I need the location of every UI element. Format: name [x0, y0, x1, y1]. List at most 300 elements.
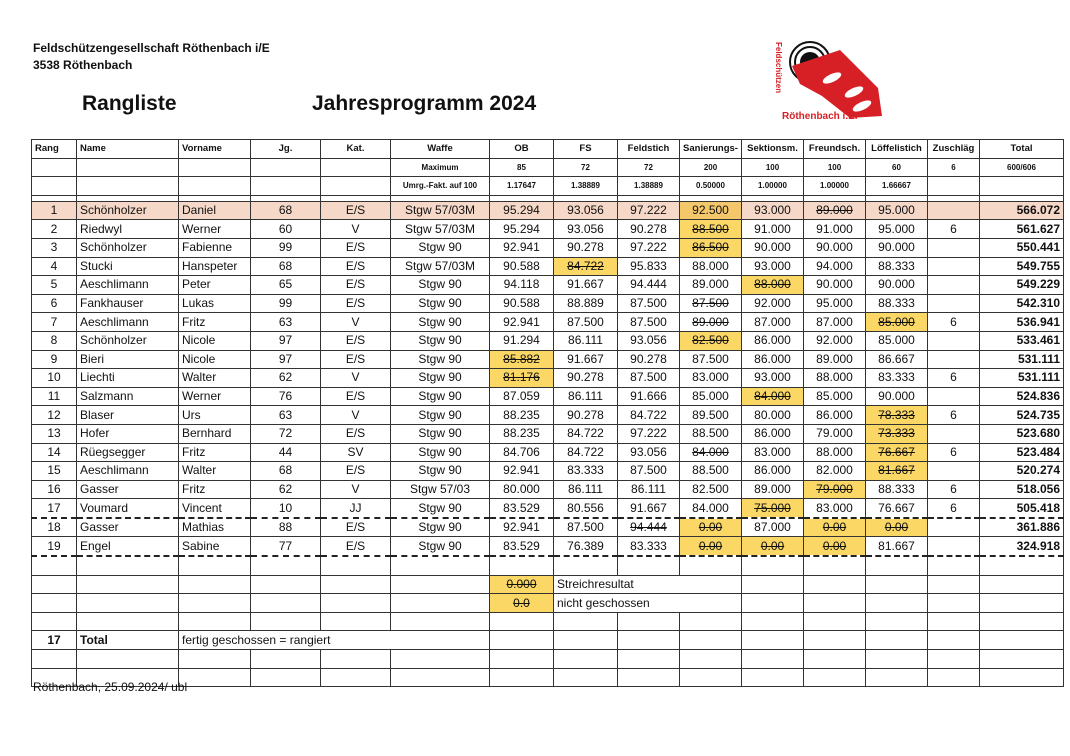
- empty-cell: [179, 594, 251, 613]
- score-cell: 92.941: [490, 238, 554, 257]
- total-cell: 550.441: [980, 238, 1064, 257]
- table-row: [32, 313, 1064, 332]
- empty-cell: [251, 575, 321, 594]
- empty-cell: [554, 650, 618, 669]
- zuschlag-cell: 6: [928, 499, 980, 518]
- maximum-value: 200: [680, 158, 742, 177]
- empty-cell: [32, 556, 77, 575]
- maximum-value: 6: [928, 158, 980, 177]
- rank-cell: 6: [32, 294, 77, 313]
- empty-cell: [928, 177, 980, 196]
- empty-cell: [980, 556, 1064, 575]
- score-cell: 79.000: [804, 424, 866, 443]
- score-cell: 91.666: [618, 387, 680, 406]
- empty-cell: [251, 668, 321, 687]
- empty-cell: [804, 556, 866, 575]
- empty-cell: [77, 177, 179, 196]
- maximum-value: 85: [490, 158, 554, 177]
- score-cell: 93.000: [742, 201, 804, 220]
- empty-cell: [251, 650, 321, 669]
- name-cell: Fankhauser: [77, 294, 179, 313]
- column-header: Rang: [32, 140, 77, 159]
- empty-cell: [321, 556, 391, 575]
- category-cell: SV: [321, 443, 391, 462]
- empty-cell: [742, 594, 804, 613]
- table-row: [32, 537, 1064, 556]
- column-header: OB: [490, 140, 554, 159]
- score-cell: 80.000: [490, 480, 554, 499]
- score-cell: 89.000: [742, 480, 804, 499]
- score-cell: 83.333: [618, 537, 680, 556]
- table-row: [32, 612, 1064, 631]
- score-cell: 86.667: [866, 350, 928, 369]
- score-cell: 86.500: [680, 238, 742, 257]
- category-cell: E/S: [321, 331, 391, 350]
- score-cell: 88.889: [554, 294, 618, 313]
- weapon-cell: Stgw 90: [391, 443, 490, 462]
- column-header: Löffelistich: [866, 140, 928, 159]
- year-cell: 88: [251, 518, 321, 537]
- column-header: Sektionsm.: [742, 140, 804, 159]
- empty-cell: [179, 650, 251, 669]
- empty-cell: [866, 556, 928, 575]
- score-cell: 78.333: [866, 406, 928, 425]
- factor-value: 1.38889: [554, 177, 618, 196]
- vorname-cell: Hanspeter: [179, 257, 251, 276]
- empty-cell: [980, 575, 1064, 594]
- weapon-cell: Stgw 90: [391, 537, 490, 556]
- maximum-label: Maximum: [391, 158, 490, 177]
- empty-cell: [928, 612, 980, 631]
- category-cell: V: [321, 406, 391, 425]
- score-cell: 84.722: [554, 257, 618, 276]
- total-cell: 518.056: [980, 480, 1064, 499]
- table-row: [32, 257, 1064, 276]
- score-cell: 93.056: [618, 443, 680, 462]
- empty-cell: [866, 594, 928, 613]
- score-cell: 88.000: [804, 369, 866, 388]
- score-cell: 83.000: [742, 443, 804, 462]
- table-row: [32, 575, 1064, 594]
- table-row: [32, 369, 1064, 388]
- table-row: [32, 158, 1064, 177]
- score-cell: 85.000: [680, 387, 742, 406]
- score-cell: 92.941: [490, 462, 554, 481]
- empty-cell: [391, 668, 490, 687]
- empty-cell: [251, 594, 321, 613]
- score-cell: 90.588: [490, 257, 554, 276]
- rank-cell: 12: [32, 406, 77, 425]
- score-cell: 87.000: [742, 518, 804, 537]
- score-cell: 88.500: [680, 462, 742, 481]
- rank-cell: 2: [32, 220, 77, 239]
- title-rangliste: Rangliste: [82, 92, 177, 115]
- zuschlag-cell: [928, 537, 980, 556]
- score-cell: 89.000: [804, 350, 866, 369]
- name-cell: Blaser: [77, 406, 179, 425]
- empty-cell: [251, 177, 321, 196]
- weapon-cell: Stgw 57/03M: [391, 257, 490, 276]
- empty-cell: [928, 650, 980, 669]
- empty-cell: [251, 158, 321, 177]
- score-cell: 91.000: [804, 220, 866, 239]
- summary-label: Total: [77, 631, 179, 650]
- zuschlag-cell: 6: [928, 313, 980, 332]
- score-cell: 88.235: [490, 406, 554, 425]
- empty-cell: [928, 575, 980, 594]
- empty-cell: [866, 612, 928, 631]
- column-header: Zuschläg: [928, 140, 980, 159]
- total-cell: 561.627: [980, 220, 1064, 239]
- column-header: Freundsch.: [804, 140, 866, 159]
- empty-cell: [680, 631, 742, 650]
- score-cell: 81.667: [866, 537, 928, 556]
- name-cell: Voumard: [77, 499, 179, 518]
- title-programm: Jahresprogramm 2024: [312, 92, 537, 115]
- empty-cell: [980, 177, 1064, 196]
- empty-cell: [179, 556, 251, 575]
- score-cell: 76.667: [866, 499, 928, 518]
- table-row: [32, 350, 1064, 369]
- year-cell: 99: [251, 294, 321, 313]
- empty-cell: [391, 594, 490, 613]
- score-cell: 88.235: [490, 424, 554, 443]
- score-cell: 94.444: [618, 518, 680, 537]
- score-cell: 90.588: [490, 294, 554, 313]
- vorname-cell: Urs: [179, 406, 251, 425]
- factor-value: 1.66667: [866, 177, 928, 196]
- total-cell: 524.836: [980, 387, 1064, 406]
- score-cell: 88.000: [742, 276, 804, 295]
- empty-cell: [804, 668, 866, 687]
- score-cell: 87.500: [554, 518, 618, 537]
- score-cell: 79.000: [804, 480, 866, 499]
- zuschlag-cell: [928, 518, 980, 537]
- table-row: [32, 140, 1064, 159]
- score-cell: 92.941: [490, 518, 554, 537]
- category-cell: E/S: [321, 238, 391, 257]
- vorname-cell: Daniel: [179, 201, 251, 220]
- score-cell: 93.000: [742, 369, 804, 388]
- empty-cell: [804, 612, 866, 631]
- rank-cell: 7: [32, 313, 77, 332]
- year-cell: 99: [251, 238, 321, 257]
- table-row: [32, 276, 1064, 295]
- legend-marker: 0.000: [490, 575, 554, 594]
- weapon-cell: Stgw 90: [391, 499, 490, 518]
- maximum-value: 600/606: [980, 158, 1064, 177]
- name-cell: Gasser: [77, 518, 179, 537]
- name-cell: Gasser: [77, 480, 179, 499]
- score-cell: 89.000: [804, 201, 866, 220]
- score-cell: 97.222: [618, 238, 680, 257]
- score-cell: 83.529: [490, 537, 554, 556]
- total-cell: 549.229: [980, 276, 1064, 295]
- zuschlag-cell: 6: [928, 480, 980, 499]
- zuschlag-cell: 6: [928, 369, 980, 388]
- category-cell: E/S: [321, 294, 391, 313]
- score-cell: 91.667: [554, 350, 618, 369]
- table-row: [32, 480, 1064, 499]
- total-cell: 361.886: [980, 518, 1064, 537]
- score-cell: 88.333: [866, 480, 928, 499]
- logo-caption: Röthenbach i.E.: [782, 111, 858, 122]
- rank-cell: 4: [32, 257, 77, 276]
- name-cell: Liechti: [77, 369, 179, 388]
- empty-cell: [77, 594, 179, 613]
- empty-cell: [618, 650, 680, 669]
- empty-cell: [928, 594, 980, 613]
- empty-cell: [866, 668, 928, 687]
- name-cell: Stucki: [77, 257, 179, 276]
- column-header: Jg.: [251, 140, 321, 159]
- org-address: 3538 Röthenbach: [33, 58, 133, 72]
- score-cell: 88.333: [866, 257, 928, 276]
- empty-cell: [32, 594, 77, 613]
- empty-cell: [490, 631, 554, 650]
- year-cell: 44: [251, 443, 321, 462]
- score-cell: 84.722: [554, 424, 618, 443]
- empty-cell: [554, 631, 618, 650]
- score-cell: 85.000: [804, 387, 866, 406]
- empty-cell: [391, 650, 490, 669]
- vorname-cell: Fritz: [179, 313, 251, 332]
- empty-cell: [391, 556, 490, 575]
- score-cell: 86.111: [554, 480, 618, 499]
- score-cell: 87.500: [618, 313, 680, 332]
- score-cell: 80.000: [742, 406, 804, 425]
- score-cell: 88.333: [866, 294, 928, 313]
- score-cell: 93.056: [618, 331, 680, 350]
- score-cell: 83.529: [490, 499, 554, 518]
- empty-cell: [866, 631, 928, 650]
- summary-count: 17: [32, 631, 77, 650]
- score-cell: 95.000: [866, 201, 928, 220]
- name-cell: Salzmann: [77, 387, 179, 406]
- score-cell: 87.059: [490, 387, 554, 406]
- empty-cell: [554, 556, 618, 575]
- empty-cell: [680, 612, 742, 631]
- score-cell: 80.556: [554, 499, 618, 518]
- score-cell: 82.500: [680, 480, 742, 499]
- zuschlag-cell: [928, 331, 980, 350]
- year-cell: 68: [251, 257, 321, 276]
- score-cell: 86.000: [804, 406, 866, 425]
- weapon-cell: Stgw 90: [391, 238, 490, 257]
- weapon-cell: Stgw 90: [391, 350, 490, 369]
- year-cell: 60: [251, 220, 321, 239]
- name-cell: Bieri: [77, 350, 179, 369]
- table-row: [32, 650, 1064, 669]
- vorname-cell: Bernhard: [179, 424, 251, 443]
- empty-cell: [490, 668, 554, 687]
- empty-cell: [179, 177, 251, 196]
- score-cell: 88.000: [804, 443, 866, 462]
- empty-cell: [980, 668, 1064, 687]
- maximum-value: 72: [554, 158, 618, 177]
- name-cell: Aeschlimann: [77, 462, 179, 481]
- name-cell: Aeschlimann: [77, 276, 179, 295]
- score-cell: 0.00: [680, 518, 742, 537]
- empty-cell: [179, 575, 251, 594]
- score-cell: 86.111: [618, 480, 680, 499]
- category-cell: E/S: [321, 257, 391, 276]
- score-cell: 90.278: [618, 350, 680, 369]
- total-cell: 533.461: [980, 331, 1064, 350]
- score-cell: 90.000: [804, 276, 866, 295]
- score-cell: 0.00: [866, 518, 928, 537]
- maximum-value: 72: [618, 158, 680, 177]
- name-cell: Riedwyl: [77, 220, 179, 239]
- empty-cell: [321, 575, 391, 594]
- zuschlag-cell: [928, 238, 980, 257]
- table-row: [32, 424, 1064, 443]
- score-cell: 81.176: [490, 369, 554, 388]
- organization-block: [33, 40, 270, 74]
- score-cell: 84.000: [742, 387, 804, 406]
- score-cell: 82.500: [680, 331, 742, 350]
- total-cell: 542.310: [980, 294, 1064, 313]
- empty-cell: [804, 575, 866, 594]
- empty-cell: [77, 612, 179, 631]
- weapon-cell: Stgw 90: [391, 387, 490, 406]
- empty-cell: [77, 158, 179, 177]
- year-cell: 68: [251, 201, 321, 220]
- score-cell: 87.500: [618, 369, 680, 388]
- year-cell: 65: [251, 276, 321, 295]
- rank-cell: 11: [32, 387, 77, 406]
- year-cell: 10: [251, 499, 321, 518]
- score-cell: 83.333: [554, 462, 618, 481]
- vorname-cell: Vincent: [179, 499, 251, 518]
- score-cell: 88.000: [680, 257, 742, 276]
- score-cell: 93.056: [554, 220, 618, 239]
- factor-value: 1.17647: [490, 177, 554, 196]
- score-cell: 95.000: [804, 294, 866, 313]
- score-cell: 0.00: [804, 537, 866, 556]
- zuschlag-cell: [928, 387, 980, 406]
- empty-cell: [742, 612, 804, 631]
- empty-cell: [928, 556, 980, 575]
- empty-cell: [32, 177, 77, 196]
- factor-label: Umrg.-Fakt. auf 100: [391, 177, 490, 196]
- name-cell: Aeschlimann: [77, 313, 179, 332]
- empty-cell: [32, 612, 77, 631]
- weapon-cell: Stgw 90: [391, 294, 490, 313]
- maximum-value: 60: [866, 158, 928, 177]
- table-row: [32, 462, 1064, 481]
- category-cell: E/S: [321, 462, 391, 481]
- year-cell: 76: [251, 387, 321, 406]
- total-cell: 523.680: [980, 424, 1064, 443]
- column-header: Sanierungs-: [680, 140, 742, 159]
- weapon-cell: Stgw 90: [391, 424, 490, 443]
- score-cell: 86.111: [554, 331, 618, 350]
- rank-cell: 8: [32, 331, 77, 350]
- empty-cell: [980, 594, 1064, 613]
- rank-cell: 13: [32, 424, 77, 443]
- empty-cell: [32, 650, 77, 669]
- vorname-cell: Sabine: [179, 537, 251, 556]
- empty-cell: [618, 612, 680, 631]
- vorname-cell: Fritz: [179, 480, 251, 499]
- score-cell: 83.333: [866, 369, 928, 388]
- score-cell: 93.056: [554, 201, 618, 220]
- name-cell: Schönholzer: [77, 201, 179, 220]
- score-cell: 82.000: [804, 462, 866, 481]
- legend-text: Streichresultat: [554, 575, 742, 594]
- empty-cell: [980, 631, 1064, 650]
- logo-vertical-text: Feldschützen: [774, 42, 783, 94]
- zuschlag-cell: 6: [928, 220, 980, 239]
- weapon-cell: Stgw 90: [391, 518, 490, 537]
- footer-note: Röthenbach, 25.09.2024/ ubl: [33, 680, 188, 694]
- name-cell: Schönholzer: [77, 238, 179, 257]
- rank-cell: 18: [32, 518, 77, 537]
- category-cell: JJ: [321, 499, 391, 518]
- score-cell: 85.882: [490, 350, 554, 369]
- empty-cell: [321, 177, 391, 196]
- year-cell: 63: [251, 313, 321, 332]
- table-row: [32, 594, 1064, 613]
- maximum-value: 100: [804, 158, 866, 177]
- empty-cell: [251, 612, 321, 631]
- vorname-cell: Walter: [179, 462, 251, 481]
- score-cell: 88.500: [680, 220, 742, 239]
- table-row: [32, 518, 1064, 537]
- weapon-cell: Stgw 57/03M: [391, 201, 490, 220]
- org-name: Feldschützengesellschaft Röthenbach i/E: [33, 41, 270, 55]
- table-row: [32, 238, 1064, 257]
- legend-text: nicht geschossen: [554, 594, 742, 613]
- rank-cell: 3: [32, 238, 77, 257]
- score-cell: 0.00: [680, 537, 742, 556]
- column-header: Kat.: [321, 140, 391, 159]
- vorname-cell: Walter: [179, 369, 251, 388]
- year-cell: 63: [251, 406, 321, 425]
- empty-cell: [980, 612, 1064, 631]
- column-header: Vorname: [179, 140, 251, 159]
- vorname-cell: Werner: [179, 387, 251, 406]
- score-cell: 92.000: [742, 294, 804, 313]
- column-header: Total: [980, 140, 1064, 159]
- rank-cell: 17: [32, 499, 77, 518]
- empty-cell: [391, 612, 490, 631]
- zuschlag-cell: [928, 294, 980, 313]
- score-cell: 92.941: [490, 313, 554, 332]
- name-cell: Engel: [77, 537, 179, 556]
- total-cell: 523.484: [980, 443, 1064, 462]
- score-cell: 91.667: [554, 276, 618, 295]
- year-cell: 77: [251, 537, 321, 556]
- zuschlag-cell: [928, 276, 980, 295]
- score-cell: 88.500: [680, 424, 742, 443]
- column-header: Waffe: [391, 140, 490, 159]
- score-cell: 84.706: [490, 443, 554, 462]
- category-cell: V: [321, 313, 391, 332]
- weapon-cell: Stgw 90: [391, 276, 490, 295]
- weapon-cell: Stgw 90: [391, 369, 490, 388]
- summary-note: fertig geschossen = rangiert: [179, 631, 490, 650]
- score-cell: 97.222: [618, 424, 680, 443]
- score-cell: 81.667: [866, 462, 928, 481]
- factor-value: 1.00000: [804, 177, 866, 196]
- total-cell: 549.755: [980, 257, 1064, 276]
- total-cell: 324.918: [980, 537, 1064, 556]
- factor-value: 1.00000: [742, 177, 804, 196]
- legend-marker: 0.0: [490, 594, 554, 613]
- year-cell: 68: [251, 462, 321, 481]
